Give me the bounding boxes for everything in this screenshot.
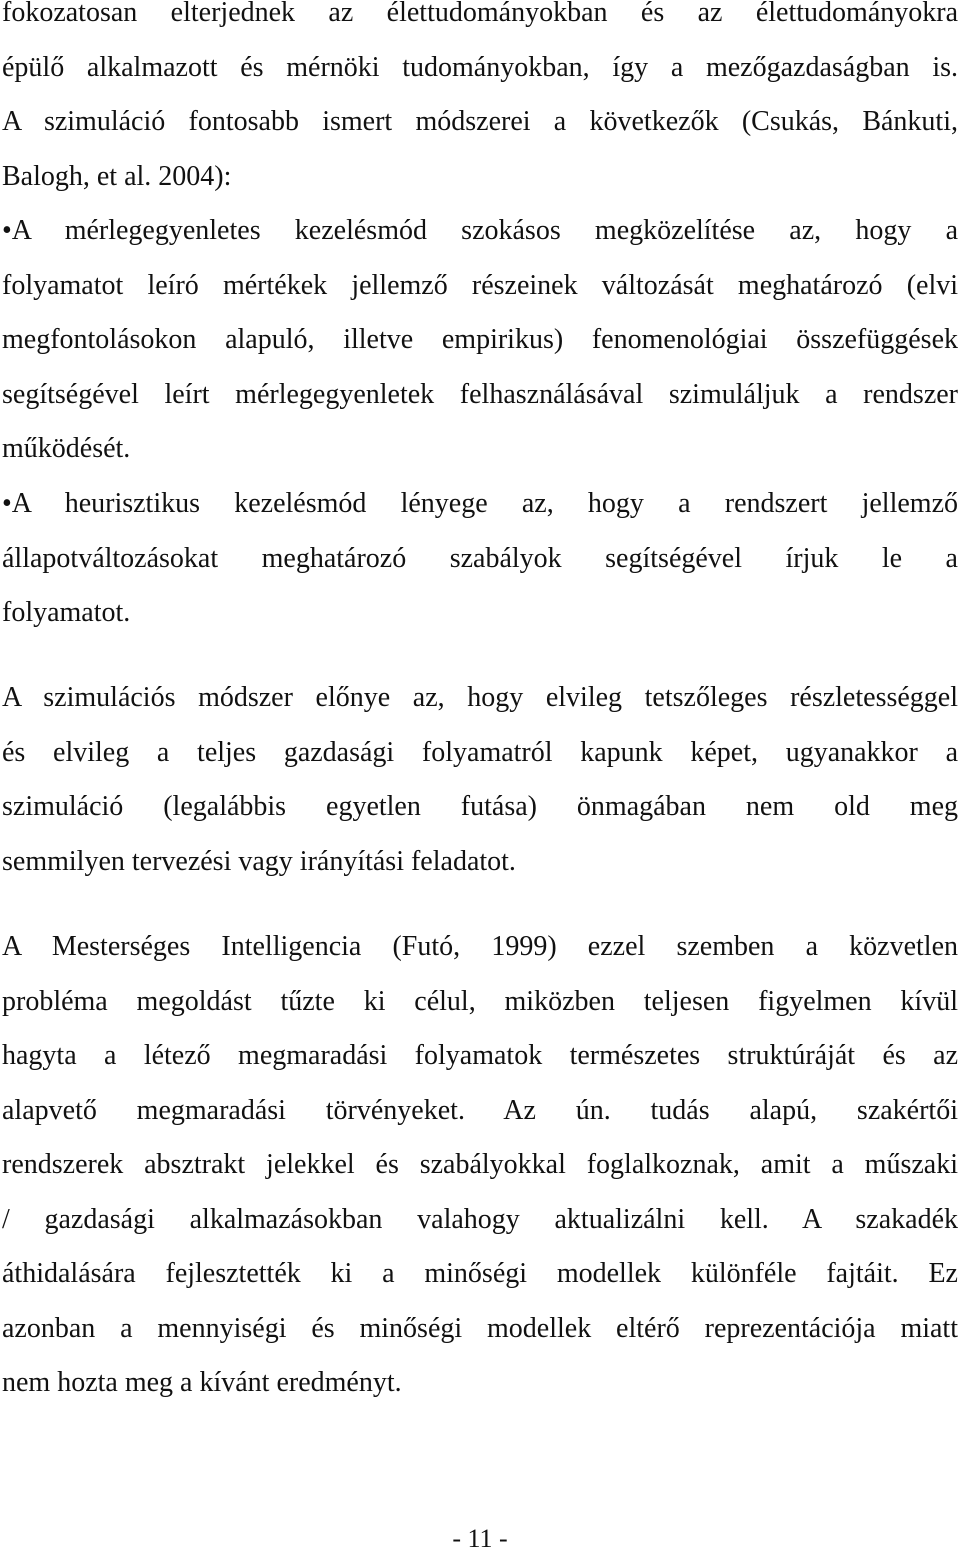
text-line: épülő alkalmazott és mérnöki tudományokban, így a mezőgazdaságban is. [2,51,958,83]
text-line: megfontolásokon alapuló, illetve empirikus) fenomenológiai összefüggések [2,324,958,355]
text-line: alapvető megmaradási törvényeket. Az ún. tudás alapú, szakértői [2,1094,958,1126]
text-line: fokozatosan elterjednek az élettudományokban és az élettudományokra [2,0,958,28]
text-line: működését. [2,433,131,464]
text-line: hagyta a létező megmaradási folyamatok természetes struktúráját és az [2,1040,958,1071]
text-line: A szimulációs módszer előnye az, hogy elvileg tetszőleges részletességgel [2,682,958,713]
text-line: A szimuláció fontosabb ismert módszerei a következők (Csukás, Bánkuti, [2,106,958,137]
intro-paragraph [2,0,958,204]
text-line: A Mesterséges Intelligencia (Futó, 1999) ezzel szemben a közvetlen [2,931,958,962]
bullet-balance-equations [2,204,958,477]
text-line: •A mérlegegyenletes kezelésmód szokásos megközelítése az, hogy a [2,215,958,246]
artificial-intelligence-paragraph [2,920,958,1411]
text-line: szimuláció (legalábbis egyetlen futása) önmagában nem old meg [2,791,958,822]
text-line: semmilyen tervezési vagy irányítási feladatot. [2,845,516,877]
text-line: rendszerek absztrakt jelekkel és szabályokkal foglalkoznak, amit a műszaki [2,1149,958,1180]
text-line: •A heurisztikus kezelésmód lényege az, hogy a rendszert jellemző [2,488,958,519]
text-line: állapotváltozásokat meghatározó szabályok segítségével írjuk le a [2,542,958,574]
text-line: áthidalására fejlesztették ki a minőségi modellek különféle fajtáit. Ez [2,1258,958,1289]
text-line: segítségével leírt mérlegegyenletek felhasználásával szimuláljuk a rendszer [2,378,958,410]
text-line: folyamatot leíró mértékek jellemző részeinek változását meghatározó (elvi [2,269,958,301]
text-line: Balogh, et al. 2004): [2,160,232,192]
text-line: nem hozta meg a kívánt eredményt. [2,1367,402,1398]
simulation-advantage-paragraph [2,671,958,889]
text-line: / gazdasági alkalmazásokban valahogy aktualizálni kell. A szakadék [2,1203,958,1235]
page-number: - 11 - [452,1524,508,1553]
text-line: folyamatot. [2,597,131,628]
text-line: és elvileg a teljes gazdasági folyamatról kapunk képet, ugyanakkor a [2,736,958,768]
bullet-heuristic [2,477,958,641]
text-line: probléma megoldást tűzte ki célul, miközben teljesen figyelmen kívül [2,985,958,1017]
text-line: azonban a mennyiségi és minőségi modellek eltérő reprezentációja miatt [2,1312,958,1344]
